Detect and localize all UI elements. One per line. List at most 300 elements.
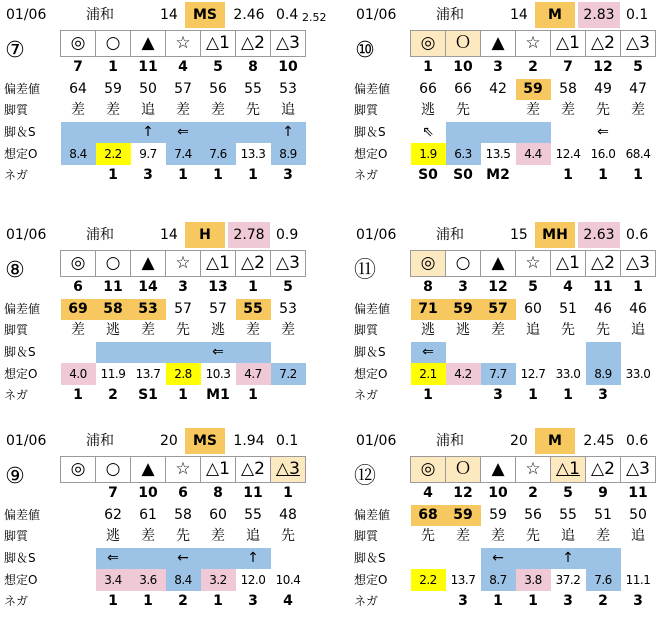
row-nega — [0, 165, 306, 187]
mark-cell: ◎ — [61, 457, 96, 483]
table-cell: ↑ — [551, 548, 586, 570]
table-cell: 7 — [563, 59, 573, 76]
row-numbers — [0, 57, 306, 79]
table-cell: 差 — [596, 528, 610, 545]
race-number: ⑪ — [353, 258, 376, 283]
table-cell: 11 — [103, 279, 123, 296]
table-cell: 6 — [178, 485, 188, 502]
row-label: 脚＆S — [4, 345, 36, 360]
row-kyaku_s — [0, 122, 306, 144]
row-label — [0, 483, 61, 505]
table-cell: 3 — [248, 593, 258, 610]
mark-cell: △1 — [201, 457, 236, 483]
table-cell: 4.7 — [236, 363, 271, 385]
table-cell: 追 — [281, 102, 295, 119]
row-hensa — [350, 79, 656, 101]
race-venue: 浦和 — [86, 227, 114, 243]
table-cell: 7.7 — [481, 363, 516, 385]
table-cell: 11.9 — [100, 366, 126, 381]
table-cell: 差 — [491, 322, 505, 339]
row-kyaku_s — [0, 342, 306, 364]
table-cell: 51 — [594, 506, 612, 523]
race-header — [0, 220, 320, 248]
table-cell: 1 — [248, 167, 258, 184]
table-cell: 逃 — [211, 322, 225, 339]
table-cell: 逃 — [106, 528, 120, 545]
race-header — [350, 0, 670, 28]
row-label: 想定O — [4, 146, 38, 161]
table-cell — [481, 100, 516, 122]
mark-cell: ▲ — [131, 251, 166, 277]
table-cell: 4 — [563, 279, 573, 296]
table-cell: 53 — [279, 300, 297, 317]
table-cell: 12.0 — [240, 572, 266, 587]
table-cell: 55 — [559, 506, 577, 523]
table-cell: 3.2 — [201, 569, 236, 591]
row-kyaku_s — [0, 548, 306, 570]
table-cell: 55 — [244, 506, 262, 523]
table-cell: 差 — [491, 528, 505, 545]
table-cell: 56 — [524, 506, 542, 523]
table-cell: 6 — [73, 279, 83, 296]
row-hensa — [0, 79, 306, 101]
row-sotei — [0, 143, 306, 165]
table-cell — [96, 122, 131, 144]
table-cell: ⇐ — [166, 122, 201, 144]
row-label: 想定O — [354, 146, 388, 161]
table-cell — [61, 122, 96, 144]
race-date: 01/06 — [6, 433, 47, 449]
mark-cell: ☆ — [516, 251, 551, 277]
row-label: 想定O — [354, 366, 388, 381]
table-cell — [481, 122, 516, 144]
table-cell: 59 — [489, 506, 507, 523]
table-cell — [516, 122, 551, 144]
table-cell: 12 — [453, 485, 473, 502]
race-panel — [350, 426, 670, 631]
table-cell — [236, 342, 271, 364]
table-cell: 50 — [629, 506, 647, 523]
mark-cell: ▲ — [481, 31, 516, 57]
row-hensa — [350, 505, 656, 527]
table-cell: 1 — [563, 167, 573, 184]
mark-cell: ☆ — [166, 251, 201, 277]
mark-cell: ☆ — [166, 457, 201, 483]
table-cell: 3.6 — [131, 569, 166, 591]
row-marks — [0, 457, 306, 483]
mark-cell: ▲ — [131, 457, 166, 483]
mark-cell: △2 — [586, 31, 621, 57]
table-cell: ← — [481, 548, 516, 570]
table-cell — [516, 548, 551, 570]
table-cell: 4 — [423, 485, 433, 502]
table-cell: 5 — [633, 59, 643, 76]
table-cell: 59 — [516, 79, 551, 101]
table-cell — [411, 591, 446, 613]
row-label: 偏差値 — [354, 507, 391, 522]
table-cell: 1 — [423, 387, 433, 404]
race-date: 01/06 — [356, 7, 397, 23]
table-cell — [201, 548, 236, 570]
table-cell: 4.0 — [61, 363, 96, 385]
row-label — [0, 277, 61, 299]
row-label: 脚質 — [354, 323, 379, 338]
table-cell: ← — [166, 548, 201, 570]
table-cell: 1 — [423, 59, 433, 76]
row-label: 想定O — [4, 572, 38, 587]
row-hensa — [350, 299, 656, 321]
mark-cell: △1 — [201, 251, 236, 277]
table-cell: 4 — [178, 59, 188, 76]
row-kyakushitsu — [0, 100, 306, 122]
row-kyaku_s — [350, 122, 656, 144]
table-cell: 66 — [419, 80, 437, 97]
race-panel — [0, 220, 320, 425]
header-value-2: 0.6 — [626, 433, 649, 449]
table-cell: 先 — [596, 322, 610, 339]
table-cell: 60 — [209, 506, 227, 523]
table-cell: 2 — [528, 485, 538, 502]
row-numbers — [0, 277, 306, 299]
row-sotei — [350, 569, 656, 591]
row-nega — [0, 385, 306, 407]
race-venue: 浦和 — [86, 433, 114, 449]
table-cell: 5 — [283, 279, 293, 296]
table-cell: 1 — [108, 167, 118, 184]
table-cell: 10 — [278, 59, 298, 76]
table-cell: 1 — [528, 387, 538, 404]
race-date: 01/06 — [6, 227, 47, 243]
table-cell: 59 — [446, 299, 481, 321]
table-cell: ↑ — [236, 548, 271, 570]
table-cell: 5 — [563, 485, 573, 502]
mark-cell: △2 — [236, 457, 271, 483]
row-label — [0, 31, 61, 57]
table-cell: 8.9 — [271, 143, 306, 165]
table-cell: 差 — [211, 528, 225, 545]
race-grade: MS — [185, 2, 225, 28]
table-cell — [446, 548, 481, 570]
row-label: 想定O — [4, 366, 38, 381]
race-venue: 浦和 — [436, 227, 464, 243]
row-label: ネガ — [4, 168, 29, 183]
table-cell — [516, 165, 551, 187]
table-cell: 7 — [108, 485, 118, 502]
table-cell: 8.4 — [61, 143, 96, 165]
table-cell — [61, 165, 96, 187]
field-size: 20 — [160, 433, 178, 449]
header-value-1: 1.94 — [233, 433, 265, 449]
race-date: 01/06 — [356, 227, 397, 243]
table-cell: 57 — [209, 300, 227, 317]
row-label: ネガ — [354, 168, 379, 183]
row-label: 想定O — [354, 572, 388, 587]
table-cell: 58 — [174, 506, 192, 523]
table-cell: ⇐ — [96, 548, 131, 570]
table-cell: 50 — [139, 80, 157, 97]
row-kyakushitsu — [350, 100, 656, 122]
race-grade: MH — [535, 222, 575, 248]
table-cell: 64 — [69, 80, 87, 97]
table-cell: 59 — [446, 505, 481, 527]
mark-cell: ○ — [96, 31, 131, 57]
row-label: ネガ — [4, 388, 29, 403]
header-value-2: 0.1 — [626, 7, 649, 23]
table-cell: 8 — [423, 279, 433, 296]
table-cell — [61, 342, 96, 364]
table-cell: 13.5 — [485, 146, 511, 161]
table-cell: 1 — [598, 167, 608, 184]
table-cell: 5 — [213, 59, 223, 76]
table-cell: 7.4 — [166, 143, 201, 165]
table-cell: 47 — [629, 80, 647, 97]
table-cell: 2.2 — [96, 143, 131, 165]
table-cell: 1 — [73, 387, 83, 404]
race-grade: MS — [185, 428, 225, 454]
table-cell: M1 — [206, 387, 230, 404]
row-kyakushitsu — [350, 320, 656, 342]
mark-cell: ☆ — [516, 31, 551, 57]
row-label — [350, 277, 411, 299]
race-grade: M — [535, 428, 575, 454]
race-header — [350, 426, 670, 454]
mark-cell: ◎ — [61, 31, 96, 57]
table-cell: 8.7 — [481, 569, 516, 591]
mark-cell: ◎ — [411, 457, 446, 483]
table-cell: 10 — [453, 59, 473, 76]
table-cell — [61, 569, 96, 591]
table-cell: 追 — [526, 322, 540, 339]
table-cell: 57 — [174, 80, 192, 97]
field-size: 14 — [510, 7, 528, 23]
mark-cell: △1 — [201, 31, 236, 57]
table-cell — [621, 122, 656, 144]
table-cell: 3 — [493, 59, 503, 76]
table-cell: 11 — [138, 59, 158, 76]
race-number: ⑨ — [5, 464, 25, 489]
table-cell: 1 — [213, 167, 223, 184]
table-cell: 4.2 — [446, 363, 481, 385]
row-sotei — [0, 569, 306, 591]
mark-cell: △1 — [551, 457, 586, 483]
race-venue: 浦和 — [436, 7, 464, 23]
table-cell: 48 — [279, 506, 297, 523]
row-numbers — [350, 57, 656, 79]
table-cell — [551, 122, 586, 144]
mark-cell: △2 — [586, 457, 621, 483]
table-cell: 3 — [633, 593, 643, 610]
table-cell: 37.2 — [555, 572, 581, 587]
prediction-table — [0, 456, 306, 613]
table-cell: 2.8 — [166, 363, 201, 385]
header-value-1: 2.63 — [578, 222, 620, 248]
table-cell: 7.6 — [586, 569, 621, 591]
table-cell: 60 — [524, 300, 542, 317]
table-cell: 59 — [104, 80, 122, 97]
mark-cell: △2 — [586, 251, 621, 277]
table-cell — [586, 342, 621, 364]
mark-cell: ◎ — [411, 31, 446, 57]
table-cell: 差 — [281, 322, 295, 339]
mark-cell: ☆ — [516, 457, 551, 483]
row-label — [350, 457, 411, 483]
table-cell: 57 — [481, 299, 516, 321]
race-header — [350, 220, 670, 248]
row-label: ネガ — [354, 388, 379, 403]
table-cell — [201, 122, 236, 144]
row-label — [0, 457, 61, 483]
race-number: ⑧ — [5, 258, 25, 283]
table-cell: 1 — [633, 167, 643, 184]
race-venue: 浦和 — [436, 433, 464, 449]
mark-cell: Ｏ — [446, 31, 481, 57]
table-cell: 56 — [209, 80, 227, 97]
table-cell: 3 — [598, 387, 608, 404]
table-cell: 69 — [61, 299, 96, 321]
row-label: 脚＆S — [354, 551, 386, 566]
prediction-table — [350, 456, 656, 613]
header-value-2: 0.9 — [276, 227, 299, 243]
table-cell: 46 — [629, 300, 647, 317]
mark-cell: △3 — [621, 457, 656, 483]
mark-cell: △3 — [271, 31, 306, 57]
table-cell — [446, 342, 481, 364]
table-cell — [516, 342, 551, 364]
table-cell: 9.7 — [139, 146, 157, 161]
table-cell: ⇐ — [597, 124, 609, 141]
race-number: ⑩ — [355, 38, 375, 63]
race-grade: H — [185, 222, 225, 248]
table-cell: 差 — [246, 322, 260, 339]
row-label: 偏差値 — [354, 301, 391, 316]
row-label — [0, 251, 61, 277]
table-cell — [551, 342, 586, 364]
table-cell — [621, 548, 656, 570]
table-cell — [621, 342, 656, 364]
table-cell: 逃 — [421, 322, 435, 339]
header-value-2: 0.6 — [626, 227, 649, 243]
mark-cell: ◎ — [61, 251, 96, 277]
table-cell — [236, 122, 271, 144]
table-cell: 61 — [139, 506, 157, 523]
row-numbers — [0, 483, 306, 505]
row-label: 脚＆S — [4, 125, 36, 140]
table-cell: 1 — [143, 593, 153, 610]
row-nega — [350, 591, 656, 613]
table-cell: 62 — [104, 506, 122, 523]
table-cell — [131, 342, 166, 364]
table-cell: 8 — [213, 485, 223, 502]
field-size: 20 — [510, 433, 528, 449]
table-cell: ⇐ — [411, 342, 446, 364]
table-cell: 3 — [283, 167, 293, 184]
row-nega — [350, 165, 656, 187]
table-cell — [61, 591, 96, 613]
header-value-1: 2.46 — [233, 7, 265, 23]
table-cell: 7.2 — [271, 363, 306, 385]
mark-cell: ▲ — [131, 31, 166, 57]
table-cell: S0 — [453, 167, 473, 184]
table-cell: 差 — [631, 102, 645, 119]
mark-cell: ○ — [96, 457, 131, 483]
mark-cell: ○ — [446, 251, 481, 277]
row-label: 脚質 — [4, 103, 29, 118]
table-cell: 2.1 — [411, 363, 446, 385]
table-cell: 42 — [489, 80, 507, 97]
race-number: ⑦ — [5, 38, 25, 63]
row-label: 脚質 — [354, 103, 379, 118]
table-cell: 先 — [456, 102, 470, 119]
table-cell — [271, 385, 306, 407]
table-cell: 53 — [279, 80, 297, 97]
table-cell: 1 — [178, 387, 188, 404]
table-cell: 3 — [178, 279, 188, 296]
row-kyakushitsu — [0, 320, 306, 342]
race-panel — [350, 0, 670, 205]
table-cell: S0 — [418, 167, 438, 184]
row-label: ネガ — [354, 594, 379, 609]
row-label: 脚＆S — [354, 125, 386, 140]
table-cell: 3.8 — [516, 569, 551, 591]
table-cell — [446, 385, 481, 407]
table-cell: 8 — [248, 59, 258, 76]
race-panel — [0, 0, 327, 205]
row-kyakushitsu — [0, 526, 306, 548]
mark-cell: ☆ — [166, 31, 201, 57]
row-numbers — [350, 483, 656, 505]
table-cell: 1.9 — [411, 143, 446, 165]
table-cell: 71 — [411, 299, 446, 321]
header-value-3: 2.52 — [302, 11, 327, 24]
row-label — [0, 57, 61, 79]
table-cell: 先 — [561, 322, 575, 339]
row-marks — [350, 457, 656, 483]
table-cell: 46 — [594, 300, 612, 317]
table-cell: 先 — [176, 322, 190, 339]
mark-cell: △3 — [271, 251, 306, 277]
table-cell: 2.2 — [411, 569, 446, 591]
row-label: 脚質 — [4, 323, 29, 338]
row-sotei — [350, 143, 656, 165]
table-cell: 12 — [488, 279, 508, 296]
row-label: 偏差値 — [4, 81, 41, 96]
table-cell — [131, 548, 166, 570]
table-cell: 先 — [421, 528, 435, 545]
table-cell: 12.7 — [520, 366, 546, 381]
table-cell: 58 — [559, 80, 577, 97]
table-cell: 3 — [458, 593, 468, 610]
table-cell — [271, 342, 306, 364]
table-cell: 1 — [563, 387, 573, 404]
table-cell: 先 — [596, 102, 610, 119]
row-label: 脚＆S — [354, 345, 386, 360]
row-kyaku_s — [350, 548, 656, 570]
table-cell — [166, 342, 201, 364]
table-cell: 1 — [633, 279, 643, 296]
table-cell: 差 — [176, 102, 190, 119]
table-cell: 13.7 — [135, 366, 161, 381]
header-value-1: 2.83 — [578, 2, 620, 28]
table-cell: 55 — [244, 80, 262, 97]
table-cell: 追 — [141, 102, 155, 119]
table-cell — [61, 505, 96, 527]
mark-cell: ○ — [96, 251, 131, 277]
header-value-2: 0.1 — [276, 433, 299, 449]
table-cell: 8.9 — [586, 363, 621, 385]
field-size: 15 — [510, 227, 528, 243]
table-cell: 差 — [211, 102, 225, 119]
table-cell: 13.7 — [450, 572, 476, 587]
